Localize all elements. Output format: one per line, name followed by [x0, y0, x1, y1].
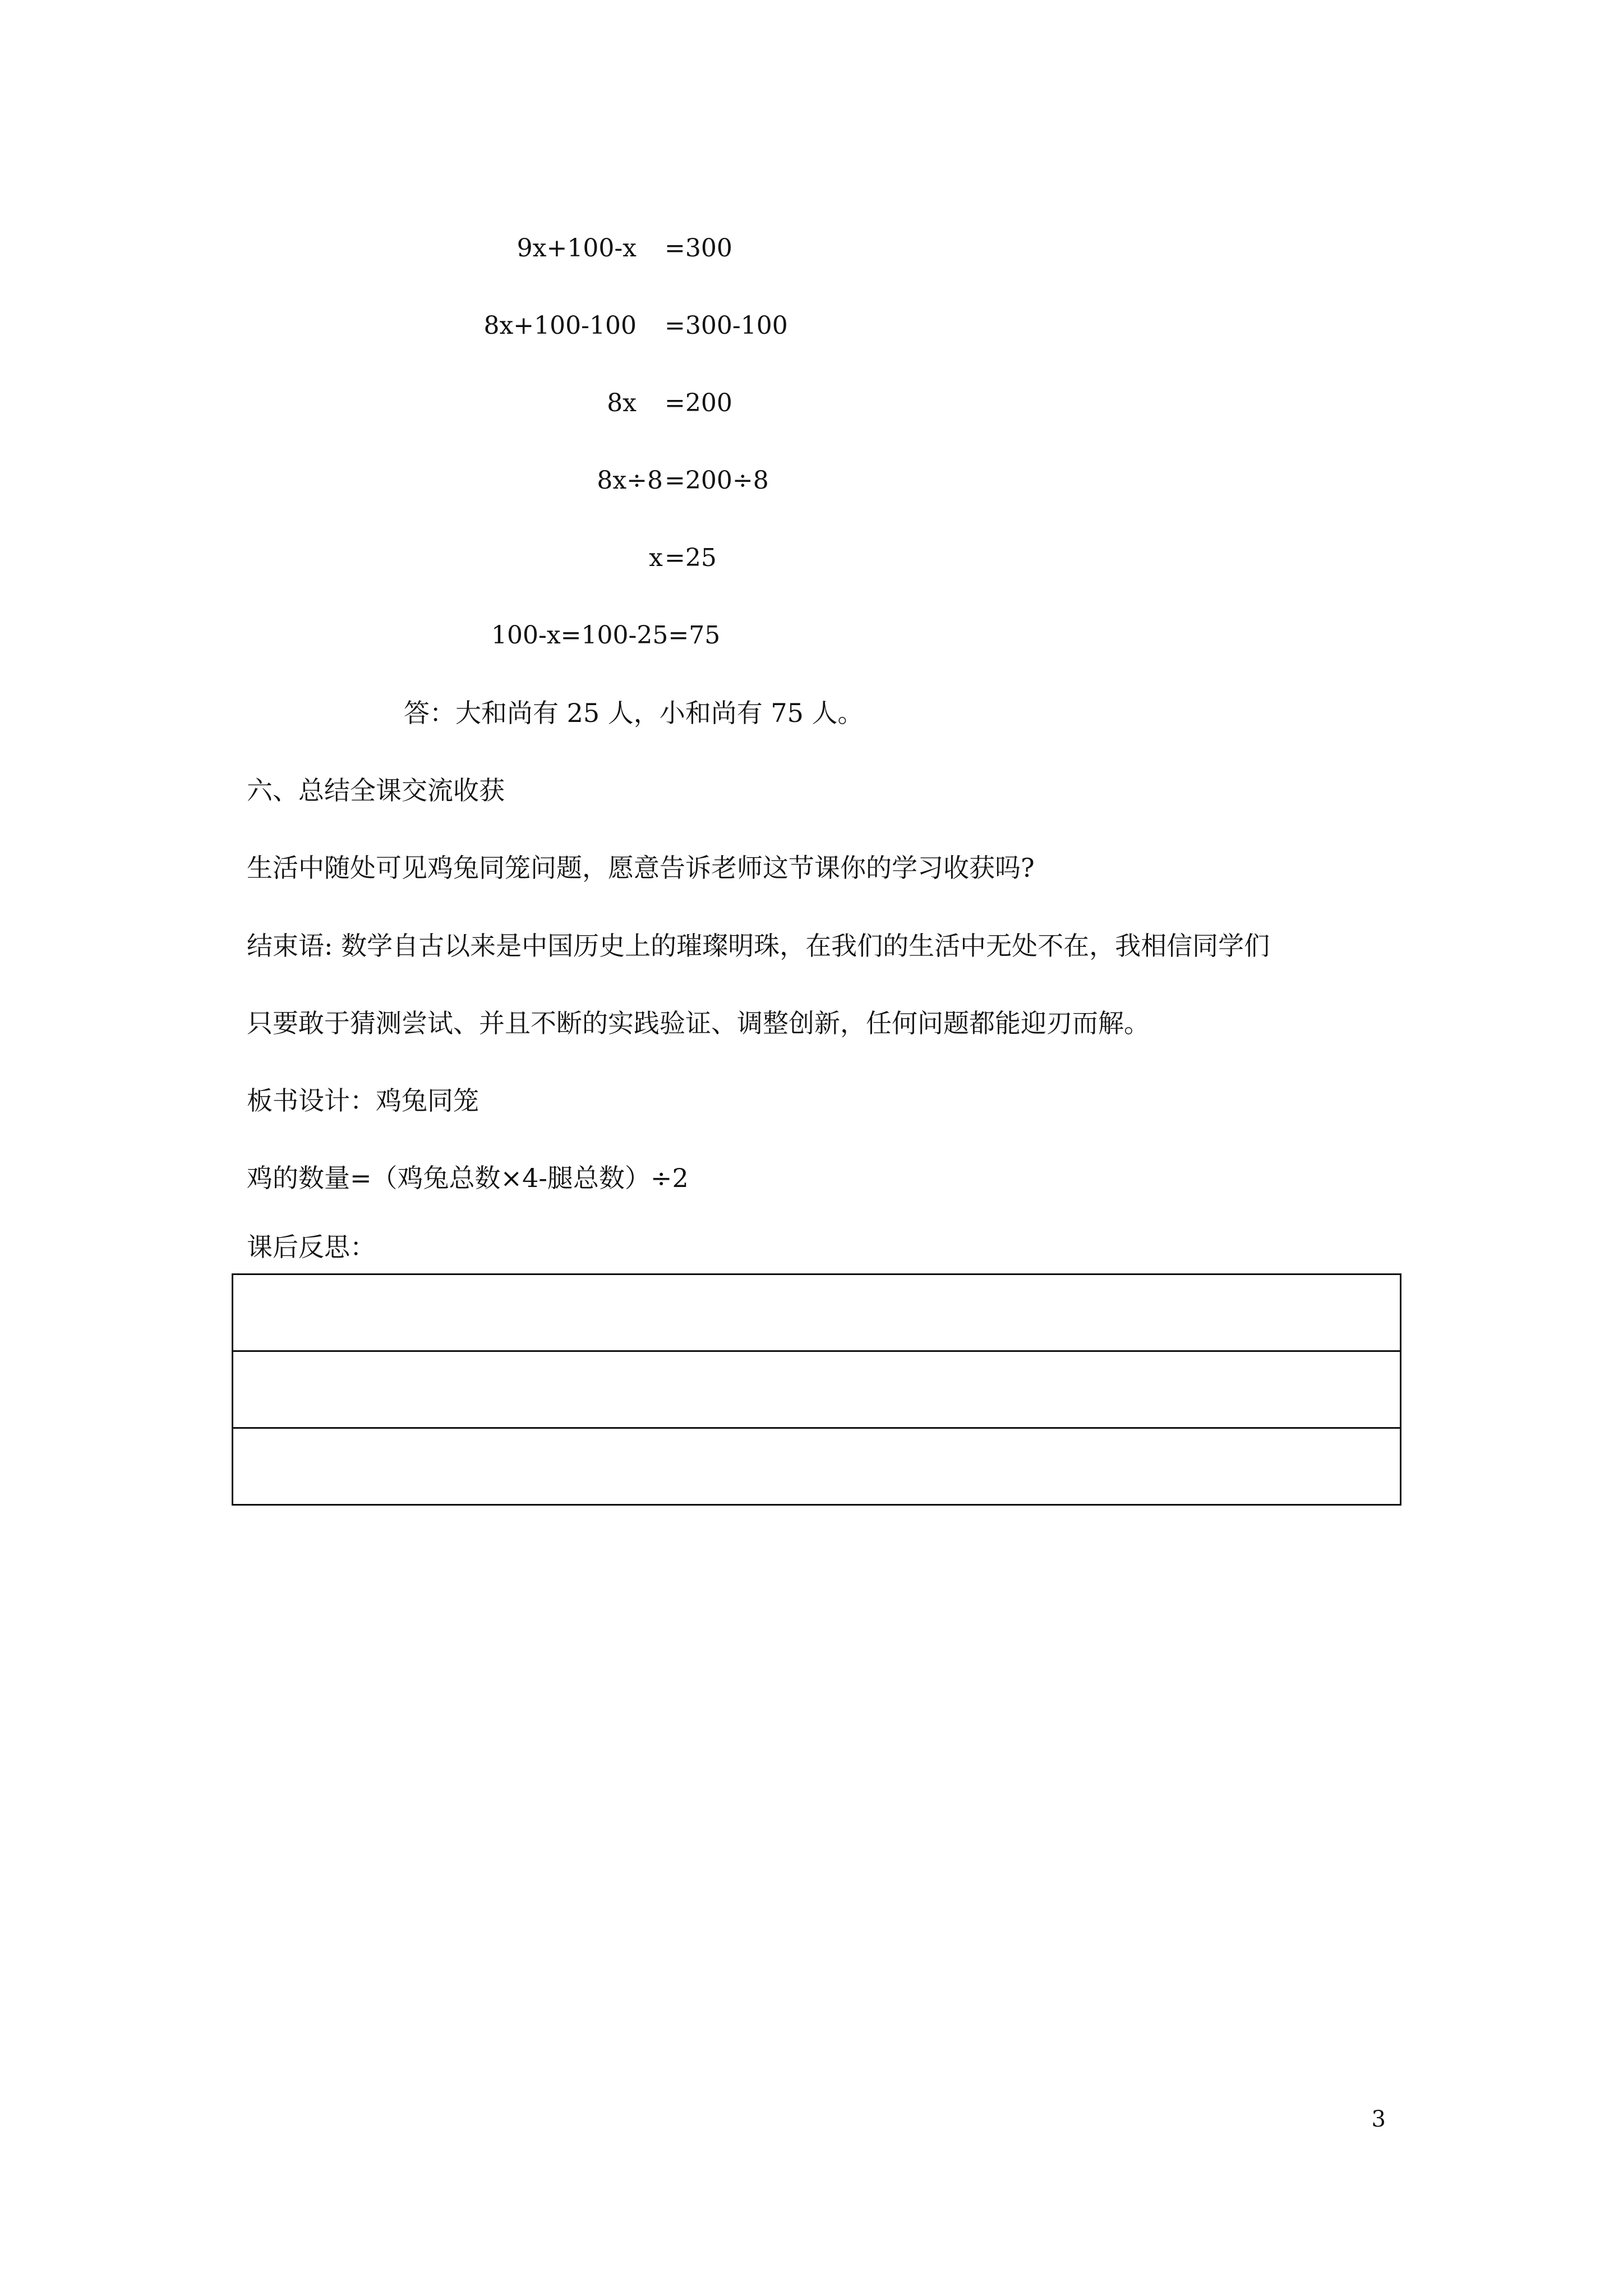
section-heading: 六、总结全课交流收获	[247, 775, 505, 806]
equation-right: =300-100	[665, 311, 788, 340]
answer-line: 答：大和尚有 25 人，小和尚有 75 人。	[404, 698, 864, 728]
reflection-row	[233, 1351, 1401, 1428]
equation-row-2	[0, 306, 1623, 346]
question-text: 生活中随处可见鸡兔同笼问题，愿意告诉老师这节课你的学习收获吗?	[247, 853, 1035, 883]
equation-left: 8x+100-100	[483, 311, 637, 340]
reflection-row	[233, 1428, 1401, 1505]
formula-text: 鸡的数量=（鸡兔总数×4-腿总数）÷2	[247, 1163, 689, 1193]
page-number: 3	[1371, 2106, 1386, 2132]
reflection-table	[232, 1273, 1401, 1506]
equation-right: =200	[665, 389, 732, 417]
equation-row-4	[0, 461, 1623, 500]
equation-left: x	[649, 544, 663, 572]
equation-row-5	[0, 539, 1623, 578]
equation-right: =25	[665, 544, 717, 572]
equation-right: =200÷8	[665, 466, 769, 495]
equation-left: 9x+100-x	[517, 234, 637, 263]
equation-row-3	[0, 384, 1623, 423]
reflection-cell[interactable]	[233, 1274, 1401, 1351]
reflection-row	[233, 1274, 1401, 1351]
reflection-cell[interactable]	[233, 1428, 1401, 1505]
reflection-cell[interactable]	[233, 1351, 1401, 1428]
board-design-title: 板书设计：鸡兔同笼	[247, 1085, 479, 1116]
equation-row-1	[0, 229, 1623, 268]
closing-remarks-line-2: 只要敢于猜测尝试、并且不断的实践验证、调整创新，任何问题都能迎刃而解。	[247, 1008, 1150, 1038]
final-calculation: 100-x=100-25=75	[491, 621, 721, 650]
equation-left: 8x÷8	[597, 466, 663, 495]
equation-right: =300	[665, 234, 732, 263]
closing-remarks-line-1: 结束语: 数学自古以来是中国历史上的璀璨明珠，在我们的生活中无处不在，我相信同学们	[247, 931, 1270, 961]
equation-left: 8x	[607, 389, 637, 417]
reflection-label: 课后反思：	[247, 1232, 376, 1262]
